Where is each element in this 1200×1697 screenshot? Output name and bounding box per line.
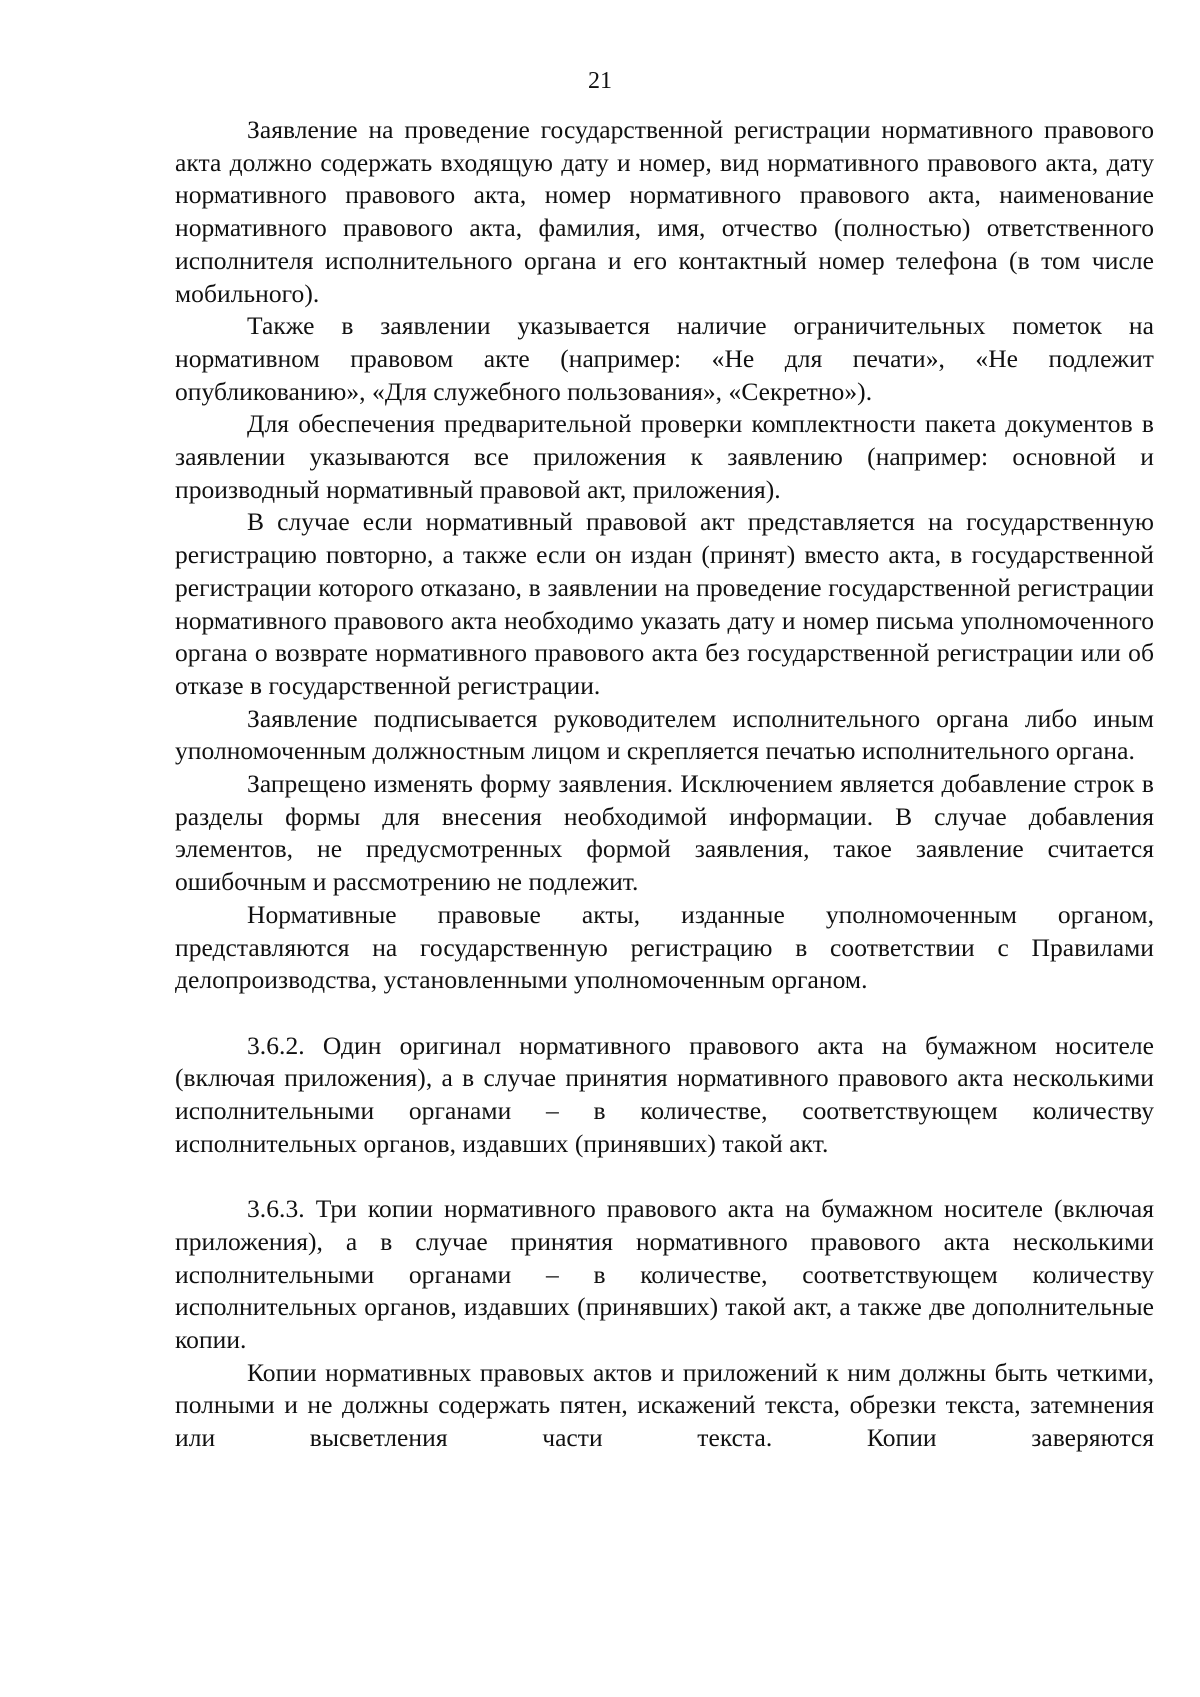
paragraph-package-check: Для обеспечения предварительной проверки комплектности пакета документов в заявлении указываются все приложения к заявлению (например: основной и производный нормативный правовой акт, приложения). <box>175 409 1154 504</box>
paragraph-authorized-body-acts: Нормативные правовые акты, изданные уполномоченным органом, представляются на государственную регистрацию в соответствии с Правилами делопроизводства, установленными уполномоченным органом. <box>175 899 1154 995</box>
document-body <box>175 114 1154 1455</box>
paragraph-application-contents: Заявление на проведение государственной регистрации нормативного правового акта должно содержать входящую дату и номер, вид нормативного правового акта, дату нормативного правового акта, номер нормативного правового акта, наименование нормативного правового акта, фамилия, имя, отчество (полностью) ответственного исполнителя исполнительного органа и его контактный номер телефона (в том числе мобильного). <box>175 115 1154 308</box>
paragraph-form-change-prohibited: Запрещено изменять форму заявления. Исключением является добавление строк в разделы формы для внесения необходимой информации. В случае добавления элементов, не предусмотренных формой заявления, такое заявление считается ошибочным и рассмотрению не подлежит. <box>175 769 1154 897</box>
page-number: 21 <box>588 68 612 94</box>
paragraph-repeat-submission: В случае если нормативный правовой акт представляется на государственную регистрацию повторно, а также если он издан (принят) вместо акта, в государственной регистрации которого отказано, в заявлении на проведение государственной регистрации нормативного правового акта необходимо указать дату и номер письма уполномоченного органа о возврате нормативного правового акта без государственной регистрации или об отказе в государственной регистрации. <box>175 507 1154 700</box>
paragraph-section-3-6-2: 3.6.2. Один оригинал нормативного правового акта на бумажном носителе (включая приложения), а в случае принятия нормативного правового акта несколькими исполнительными органами – в количестве, соответствующем количеству исполнительных органов, издавших (принявших) такой акт. <box>175 1030 1154 1158</box>
paragraph-copies-requirements: Копии нормативных правовых актов и приложений к ним должны быть четкими, полными и не должны содержать пятен, искажений текста, обрезки текста, затемнения или высветления части текста. Копии заверяются <box>175 1357 1154 1453</box>
paragraph-signature: Заявление подписывается руководителем исполнительного органа либо иным уполномоченным должностным лицом и скрепляется печатью исполнительного органа. <box>175 703 1154 766</box>
paragraph-restrictive-marks: Также в заявлении указывается наличие ограничительных пометок на нормативном правовом акте (например: «Не для печати», «Не подлежит опубликованию», «Для служебного пользования», «Секретно»). <box>175 311 1154 406</box>
paragraph-section-3-6-3: 3.6.3. Три копии нормативного правового акта на бумажном носителе (включая приложения), а в случае принятия нормативного правового акта несколькими исполнительными органами – в количестве, соответствующем количеству исполнительных органов, издавших (принявших) такой акт, а также две дополнительные копии. <box>175 1194 1154 1354</box>
